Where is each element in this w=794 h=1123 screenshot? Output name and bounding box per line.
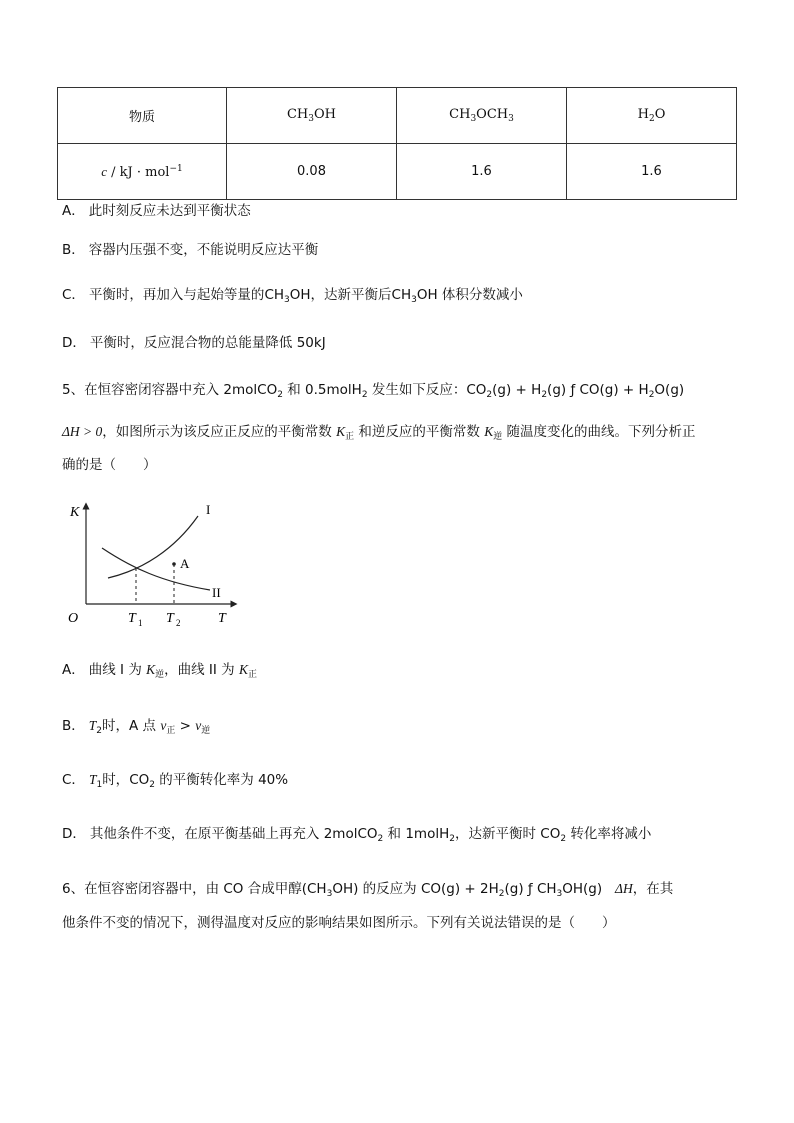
option-letter: C．	[62, 772, 85, 788]
stem-text: ，在其	[632, 881, 674, 897]
cell-value: 1.6	[641, 164, 662, 179]
formula-sub: 3	[556, 889, 563, 899]
rate-symbol: v	[160, 718, 167, 733]
q5-stem-line2	[62, 422, 764, 447]
formula-sub: 2	[541, 390, 548, 400]
formula-sub: 3	[326, 889, 333, 899]
k-symbol: K	[336, 424, 346, 439]
option-text: 的平衡转化率为 40%	[154, 772, 289, 788]
k-symbol: K	[238, 662, 248, 677]
header-ch3och3	[397, 88, 567, 144]
stem-text: 随温度变化的曲线。下列分析正	[502, 424, 696, 440]
option-text: ，达新平衡后	[310, 287, 392, 303]
formula-sub: 3	[284, 295, 290, 305]
stem-text: 的反应为	[358, 881, 421, 897]
delta-h: ΔH	[615, 881, 633, 896]
temperature-sub: 2	[96, 726, 103, 736]
stem-text: 确的是（ ）	[62, 457, 157, 473]
rate-sub: 正	[166, 726, 176, 736]
formula-part: OCH	[476, 107, 509, 122]
stem-text: 5、在恒容密闭容器中充入	[62, 382, 224, 398]
formula-sub: 3	[470, 114, 477, 124]
stem-text: 他条件不变的情况下，测得温度对反应的影响结果如图所示。下列有关说法错误的是（ ）	[62, 915, 616, 931]
q5-option-c[interactable]	[62, 770, 764, 795]
q4-option-b[interactable]	[62, 240, 764, 260]
formula-part: 2molCO	[323, 826, 378, 842]
k-sub: 正	[248, 670, 258, 680]
temperature-symbol: T	[88, 718, 97, 733]
curve-i-label: I	[206, 502, 211, 517]
q5-option-a[interactable]	[62, 660, 764, 685]
table-header-row	[58, 88, 737, 144]
unit-label: / kJ · mol	[107, 164, 170, 180]
point-a-label: A	[180, 556, 190, 571]
formula-part: 0.5molH	[305, 382, 362, 398]
formula-sub: 2	[486, 390, 493, 400]
option-letter: D．	[62, 826, 86, 842]
origin-label: O	[68, 611, 79, 626]
formula-part: (CH	[301, 881, 327, 897]
equation-part: (g) ƒ CO(g) + H	[547, 382, 649, 398]
q5-stem-line1	[62, 380, 764, 405]
header-substance-label: 物质	[128, 110, 155, 125]
curve-ii	[102, 548, 210, 590]
option-text: 曲线 I 为	[88, 662, 147, 678]
formula-part: CO	[540, 826, 561, 842]
stem-text: 和逆反应的平衡常数	[354, 424, 485, 440]
y-axis-label: K	[70, 505, 80, 520]
equation-part: OH(g)	[562, 881, 603, 897]
formula-sub: 2	[277, 390, 283, 400]
formula-part: 2molCO	[223, 382, 278, 398]
point-a	[172, 562, 176, 566]
option-letter: B．	[62, 242, 85, 258]
equation-part: (g) + H	[492, 382, 542, 398]
q5-option-d[interactable]	[62, 824, 764, 849]
formula-sub: 2	[560, 834, 567, 844]
option-text: 和	[383, 826, 406, 842]
formula-part: OH	[416, 287, 438, 303]
q4-option-a[interactable]	[62, 201, 764, 221]
formula-sub: 2	[149, 780, 155, 790]
x-axis-label: T	[218, 611, 226, 626]
cell-value: 1.6	[471, 164, 492, 179]
equation-part: CO	[466, 382, 487, 398]
k-symbol: K	[146, 662, 156, 677]
delta-h: ΔH > 0	[62, 424, 103, 439]
option-letter: C．	[62, 287, 85, 303]
equation-part: (g) ƒ CH	[504, 881, 557, 897]
value-ch3oh	[227, 144, 397, 200]
formula-part: 1molH	[405, 826, 450, 842]
q4-option-c[interactable]	[62, 285, 764, 310]
concentration-symbol: c	[101, 163, 108, 179]
stem-text: 和	[282, 382, 306, 398]
comparison-sign: >	[175, 718, 196, 734]
formula-part: O	[654, 107, 666, 122]
cell-value: 0.08	[297, 164, 326, 179]
q6-stem-line1	[62, 879, 764, 904]
option-text: 时，A 点	[102, 718, 161, 734]
formula-sub: 2	[377, 834, 384, 844]
formula-part: OH	[289, 287, 311, 303]
option-text: 体积分数减小	[437, 287, 523, 303]
option-letter: D．	[62, 335, 86, 351]
equation-part: CO(g) + 2H	[420, 881, 499, 897]
t1-tick-label: T	[128, 611, 136, 626]
formula-part: CH	[449, 107, 471, 122]
formula-sub: 2	[648, 390, 655, 400]
stem-text: 6、在恒容密闭容器中，由 CO 合成甲醇	[62, 881, 302, 897]
header-h2o	[567, 88, 737, 144]
option-text: 平衡时，反应混合物的总能量降低 50kJ	[89, 335, 326, 351]
equation-part: O(g)	[654, 382, 685, 398]
formula-sub: 2	[361, 390, 368, 400]
header-substance	[58, 88, 227, 144]
formula-sub: 2	[449, 834, 455, 844]
formula-sub: 3	[508, 114, 514, 124]
option-text: 容器内压强不变，不能说明反应达平衡	[88, 242, 319, 258]
t2-tick-label: T	[166, 611, 174, 626]
option-text: 转化率将减小	[566, 826, 652, 842]
formula-sub: 3	[411, 295, 417, 305]
option-letter: A．	[62, 203, 85, 219]
option-text: 平衡时，再加入与起始等量的	[88, 287, 265, 303]
formula-part: H	[637, 107, 649, 122]
header-ch3oh	[227, 88, 397, 144]
option-text: 其他条件不变，在原平衡基础上再充入	[89, 826, 324, 842]
rate-sub: 逆	[201, 726, 211, 736]
formula-part: OH	[314, 107, 337, 122]
substance-concentration-table	[57, 87, 737, 200]
value-h2o	[567, 144, 737, 200]
formula-sub: 2	[648, 114, 655, 124]
option-text: 此时刻反应未达到平衡状态	[88, 203, 251, 219]
formula-part: CH	[264, 287, 285, 303]
formula-sub: 3	[308, 114, 315, 124]
curve-ii-label: II	[212, 585, 221, 600]
formula-part: CH	[391, 287, 412, 303]
k-sub: 正	[345, 432, 355, 442]
formula-part: CH	[286, 107, 309, 122]
formula-sub: 2	[498, 889, 505, 899]
stem-text: ，如图所示为该反应正反应的平衡常数	[102, 424, 337, 440]
q5-stem-line3	[62, 455, 764, 475]
option-letter: A．	[62, 662, 85, 678]
formula-part: OH)	[332, 881, 359, 897]
q5-option-b[interactable]	[62, 716, 764, 741]
formula-part: CO	[129, 772, 150, 788]
q4-option-d[interactable]	[62, 333, 764, 353]
t2-tick-sub: 2	[176, 618, 181, 628]
stem-text: 发生如下反应：	[367, 382, 467, 398]
option-letter: B．	[62, 718, 85, 734]
k-sub: 逆	[493, 432, 503, 442]
value-ch3och3	[397, 144, 567, 200]
temperature-symbol: T	[88, 772, 97, 787]
t1-tick-sub: 1	[138, 618, 143, 628]
row-label	[58, 144, 227, 200]
unit-exponent: −1	[169, 163, 183, 174]
option-text: 时，	[102, 772, 130, 788]
option-text: ，达新平衡时	[454, 826, 541, 842]
rate-symbol: v	[195, 718, 202, 733]
q6-stem-line2	[62, 913, 764, 933]
table-value-row	[58, 144, 737, 200]
k-vs-temperature-figure	[62, 498, 242, 630]
k-sub: 逆	[155, 670, 165, 680]
k-symbol: K	[484, 424, 494, 439]
temperature-sub: 1	[96, 780, 103, 790]
option-text: ，曲线 II 为	[164, 662, 239, 678]
